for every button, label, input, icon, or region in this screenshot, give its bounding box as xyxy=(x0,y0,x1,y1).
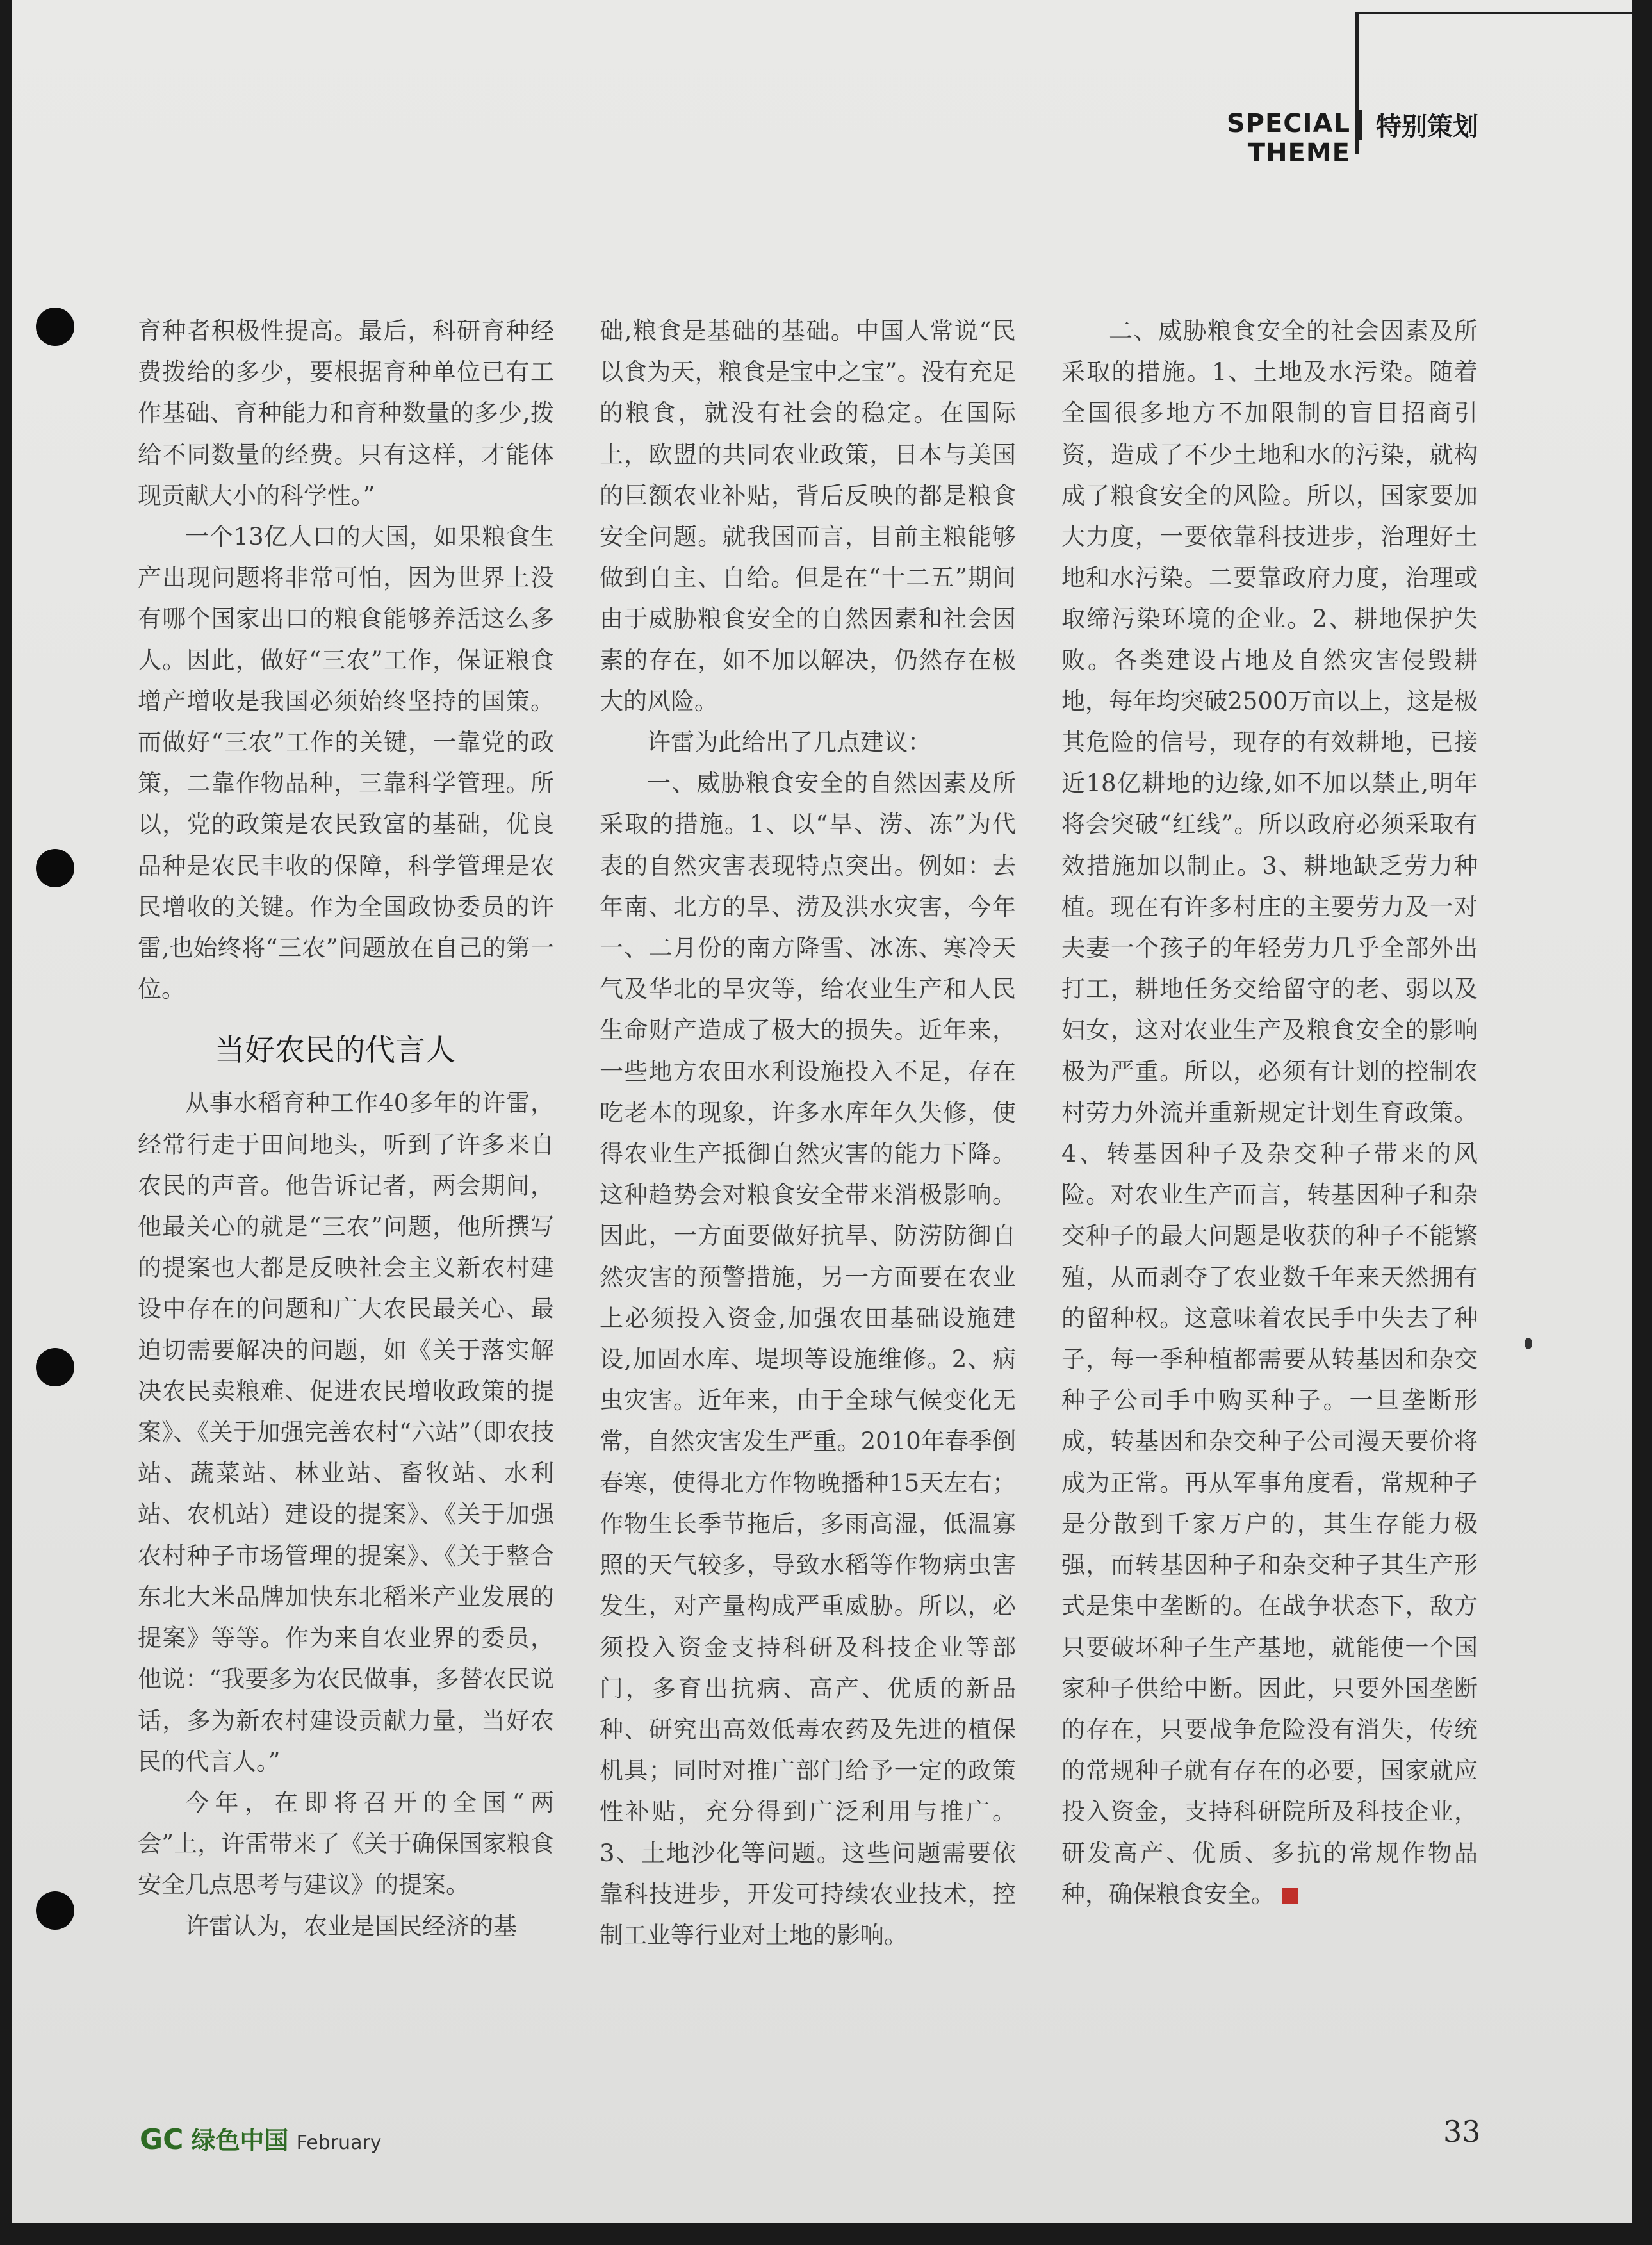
paragraph: 一、威胁粮食安全的自然因素及所采取的措施。1、以“旱、涝、冻”为代表的自然灾害表现特点突出。例如：去年南、北方的旱、涝及洪水灾害，今年一、二月份的南方降雪、冰冻、寒冷天气及华北的旱灾等，给农业生产和人民生命财产造成了极大的损失。近年来，一些地方农田水利设施投入不足，存在吃老本的现象，许多水库年久失修，使得农业生产抵御自然灾害的能力下降。这种趋势会对粮食安全带来消极影响。因此，一方面要做好抗旱、防涝防御自然灾害的预警措施，另一方面要在农业上必须投入资金,加强农田基础设施建设,加固水库、堤坝等设施维修。2、病虫灾害。近年来，由于全球气候变化无常，自然灾害发生严重。2010年春季倒春寒，使得北方作物晚播种15天左右；作物生长季节拖后，多雨高湿，低温寡照的天气较多，导致水稻等作物病虫害发生，对产量构成严重威胁。所以，必须投入资金支持科研及科技企业等部门，多育出抗病、高产、优质的新品种、研究出高效低毒农药及先进的植保机具；同时对推广部门给予一定的政策性补贴，充分得到广泛利用与推广。3、土地沙化等问题。这些问题需要依靠科技进步，开发可持续农业技术，控制工业等行业对土地的影响。 xyxy=(600,769,1016,1949)
punch-hole xyxy=(36,1891,74,1930)
page-number: 33 xyxy=(1443,2114,1481,2149)
text-column-3 xyxy=(1061,311,1478,1915)
paragraph: 许雷认为，农业是国民经济的基 xyxy=(185,1912,517,1940)
paper-speck xyxy=(1525,1338,1532,1349)
section-heading: 当好农民的代言人 xyxy=(215,1033,455,1069)
magazine-page xyxy=(12,0,1632,2223)
paragraph: 今年，在即将召开的全国“两会”上，许雷带来了《关于确保国家粮食安全几点思考与建议》的提案。 xyxy=(138,1788,554,1899)
paragraph: 育种者积极性提高。最后，科研育种经费拨给的多少，要根据育种单位已有工作基础、育种能力和育种数量的多少,拨给不同数量的经费。只有这样，才能体现贡献大小的科学性。” xyxy=(138,317,554,509)
paragraph-text: 二、威胁粮食安全的社会因素及所采取的措施。1、土地及水污染。随着全国很多地方不加限制的盲目招商引资，造成了不少土地和水的污染，就构成了粮食安全的风险。所以，国家要加大力度，一要依靠科技进步，治理好土地和水污染。二要靠政府力度，治理或取缔污染环境的企业。2、耕地保护失败。各类建设占地及自然灾害侵毁耕地，每年均突破2500万亩以上，这是极其危险的信号，现存的有效耕地，已接近18亿耕地的边缘,如不加以禁止,明年将会突破“红线”。所以政府必须采取有效措施加以制止。3、耕地缺乏劳力种植。现在有许多村庄的主要劳力及一对夫妻一个孩子的年轻劳力几乎全部外出打工，耕地任务交给留守的老、弱以及妇女，这对农业生产及粮食安全的影响极为严重。所以，必须有计划的控制农村劳力外流并重新规定计划生育政策。4、转基因种子及杂交种子带来的风险。对农业生产而言，转基因种子和杂交种子的最大问题是收获的种子不能繁殖，从而剥夺了农业数千年来天然拥有的留种权。这意味着农民手中失去了种子，每一季种植都需要从转基因和杂交种子公司手中购买种子。一旦垄断形成，转基因和杂交种子公司漫天要价将成为正常。再从军事角度看，常规种子是分散到千家万户的，其生存能力极强，而转基因种子和杂交种子其生产形式是集中垄断的。在战争状态下，敌方只要破坏种子生产基地，就能使一个国家种子供给中断。因此，只要外国垄断的存在，只要战争危险没有消失，传统的常规种子就有存在的必要，国家就应投入资金，支持科研院所及科技企业，研发高产、优质、多抗的常规作物品种，确保粮食安全。 xyxy=(1061,317,1478,1908)
article-end-mark-icon xyxy=(1282,1888,1298,1904)
punch-hole xyxy=(36,849,74,887)
footer-magazine-logo xyxy=(140,2121,382,2156)
issue-month: February xyxy=(296,2132,382,2154)
punch-hole xyxy=(36,1348,74,1386)
paragraph: 许雷为此给出了几点建议： xyxy=(647,728,931,757)
gc-logo-icon: GC xyxy=(140,2123,184,2156)
paragraph: 一个13亿人口的大国，如果粮食生产出现问题将非常可怕，因为世界上没有哪个国家出口的粮食能够养活这么多人。因此，做好“三农”工作，保证粮食增产增收是我国必须始终坚持的国策。而做好“三农”工作的关键，一靠党的政策，二靠作物品种，三靠科学管理。所以，党的政策是农民致富的基础，优良品种是农民丰收的保障，科学管理是农民增收的关键。作为全国政协委员的许雷,也始终将“三农”问题放在自己的第一位。 xyxy=(138,523,554,1003)
text-column-2 xyxy=(600,311,1016,1956)
paragraph: 础,粮食是基础的基础。中国人常说“民以食为天，粮食是宝中之宝”。没有充足的粮食，就没有社会的稳定。在国际上，欧盟的共同农业政策，日本与美国的巨额农业补贴，背后反映的都是粮食安全问题。就我国而言，目前主粮能够做到自主、自给。但是在“十二五”期间由于威胁粮食安全的自然因素和社会因素的存在，如不加以解决，仍然存在极大的风险。 xyxy=(600,317,1016,715)
section-label-divider xyxy=(1359,110,1362,140)
punch-hole xyxy=(36,308,74,346)
header-rule-vertical xyxy=(1355,12,1359,154)
magazine-name: 绿色中国 xyxy=(191,2126,289,2155)
paragraph: 从事水稻育种工作40多年的许雷，经常行走于田间地头，听到了许多来自农民的声音。他告诉记者，两会期间，他最关心的就是“三农”问题，他所撰写的提案也大都是反映社会主义新农村建设中存在的问题和广大农民最关心、最迫切需要解决的问题，如《关于落实解决农民卖粮难、促进农民增收政策的提案》、《关于加强完善农村“六站”（即农技站、蔬菜站、林业站、畜牧站、水利站、农机站）建设的提案》、《关于加强农村种子市场管理的提案》、《关于整合东北大米品牌加快东北稻米产业发展的提案》等等。作为来自农业界的委员，他说：“我要多为农民做事，多替农民说话，多为新农村建设贡献力量，当好农民的代言人。” xyxy=(138,1089,554,1775)
paragraph xyxy=(1061,311,1478,1915)
section-label-en: SPECIAL THEME xyxy=(1226,109,1350,168)
text-column-1 xyxy=(138,311,554,1947)
section-label-cn: 特别策划 xyxy=(1376,112,1478,142)
header-rule-horizontal xyxy=(1355,12,1632,14)
